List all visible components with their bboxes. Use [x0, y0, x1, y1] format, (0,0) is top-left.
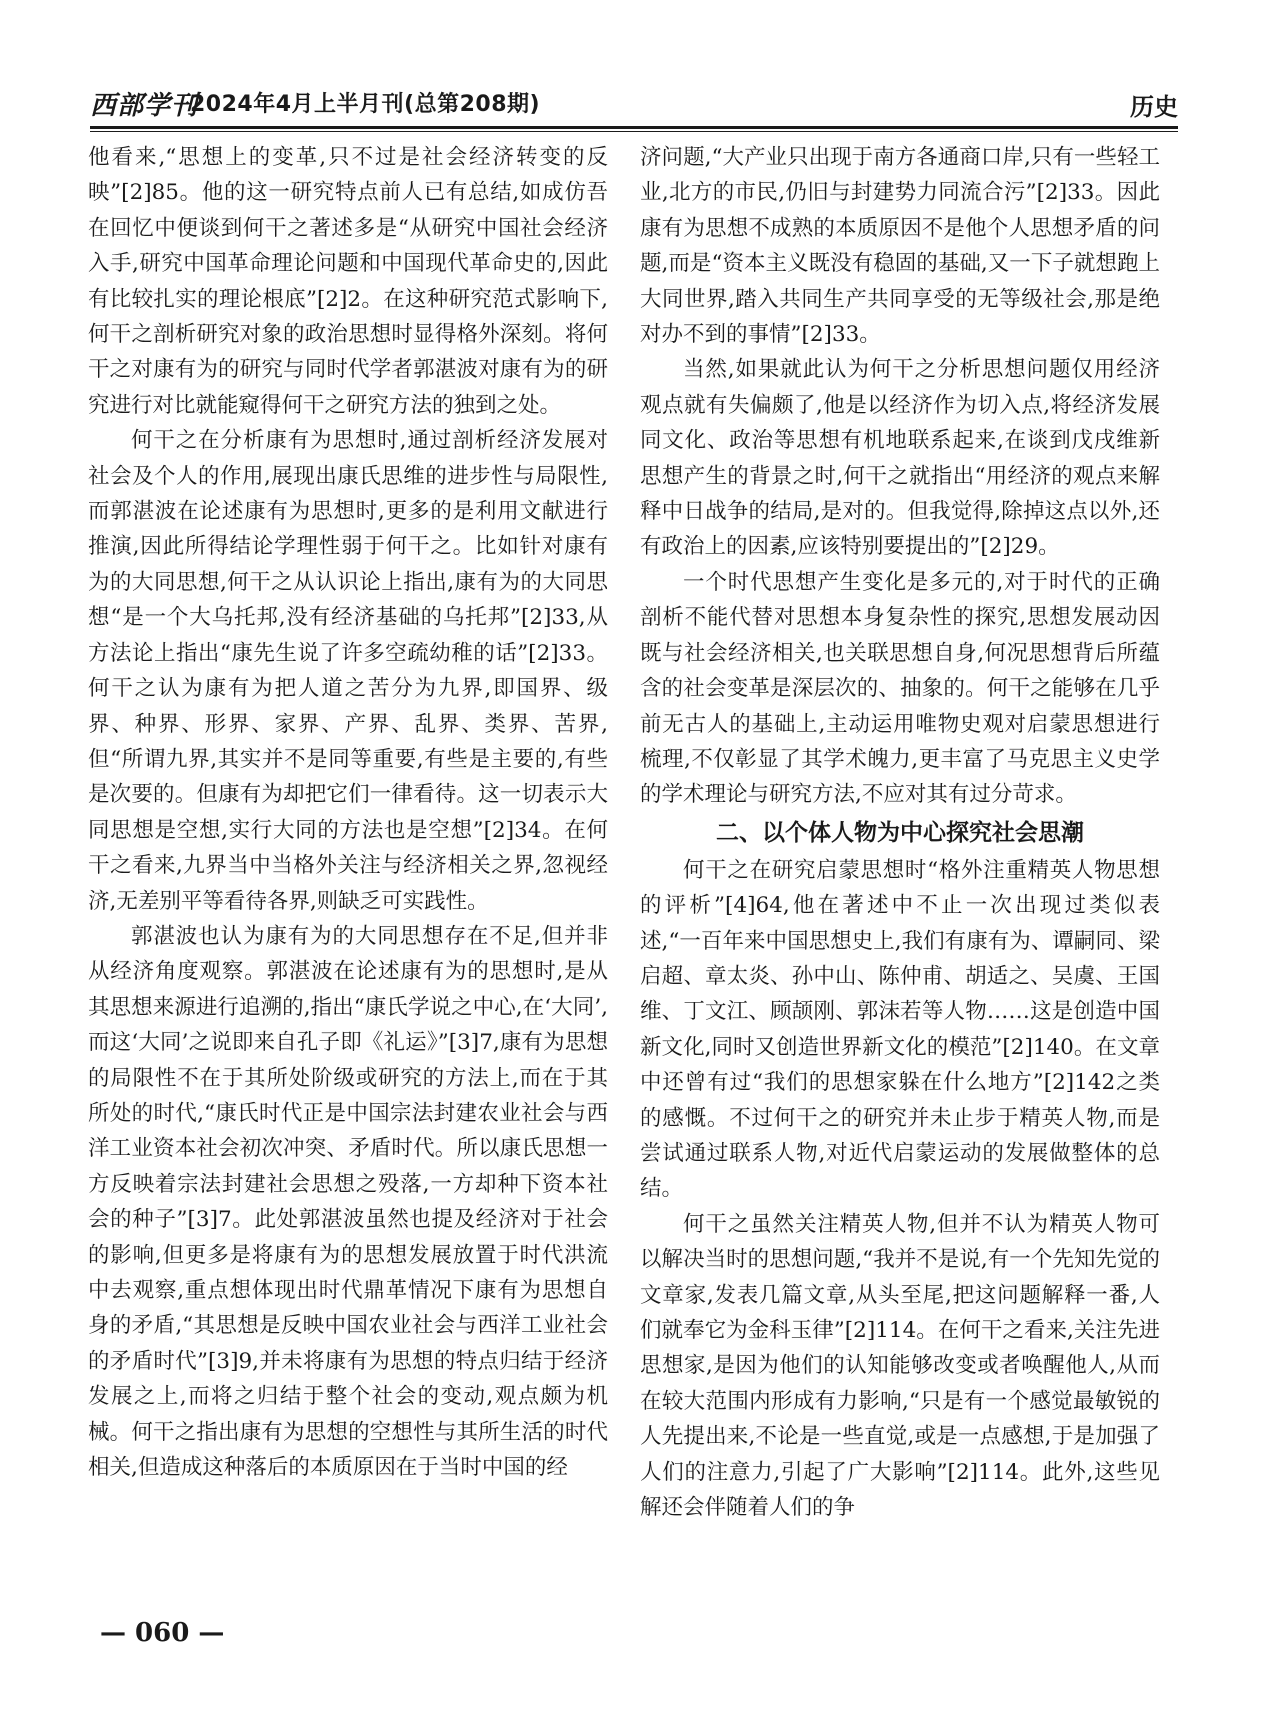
right-column — [640, 140, 1160, 1610]
page-number: — 060 — — [100, 1618, 225, 1648]
body-paragraph: 他看来,“思想上的变革,只不过是社会经济转变的反映”[2]85。他的这一研究特点前人已有总结,如成仿吾在回忆中便谈到何干之著述多是“从研究中国社会经济入手,研究中国革命理论问题和中国现代革命史的,因此有比较扎实的理论根底”[2]2。在这种研究范式影响下,何干之剖析研究对象的政治思想时显得格外深刻。将何干之对康有为的研究与同时代学者郭湛波对康有为的研究进行对比就能窥得何干之研究方法的独到之处。 — [88, 145, 608, 418]
section-label: 历史 — [1130, 93, 1178, 121]
body-paragraph: 郭湛波也认为康有为的大同思想存在不足,但并非从经济角度观察。郭湛波在论述康有为的思想时,是从其思想来源进行追溯的,指出“康氏学说之中心,在‘大同’,而这‘大同’之说即来自孔子即《礼运》”[3]7,康有为思想的局限性不在于其所处阶级或研究的方法上,而在于其所处的时代,“康氏时代正是中国宗法封建农业社会与西洋工业资本社会初次冲突、矛盾时代。所以康氏思想一方反映着宗法封建社会思想之殁落,一方却种下资本社会的种子”[3]7。此处郭湛波虽然也提及经济对于社会的影响,但更多是将康有为的思想发展放置于时代洪流中去观察,重点想体现出时代鼎革情况下康有为思想自身的矛盾,“其思想是反映中国农业社会与西洋工业社会的矛盾时代”[3]9,并未将康有为思想的特点归结于经济发展之上,而将之归结于整个社会的变动,观点颇为机械。何干之指出康有为思想的空想性与其所生活的时代相关,但造成这种落后的本质原因在于当时中国的经 — [88, 923, 608, 1481]
body-paragraph: 一个时代思想产生变化是多元的,对于时代的正确剖析不能代替对思想本身复杂性的探究,思想发展动因既与社会经济相关,也关联思想自身,何况思想背后所蕴含的社会变革是深层次的、抽象的。何干之能够在几乎前无古人的基础上,主动运用唯物史观对启蒙思想进行梳理,不仅彰显了其学术魄力,更丰富了马克思主义史学的学术理论与研究方法,不应对其有过分苛求。 — [640, 569, 1160, 808]
left-column — [88, 140, 608, 1610]
body-paragraph: 济问题,“大产业只出现于南方各通商口岸,只有一些轻工业,北方的市民,仍旧与封建势力同流合污”[2]33。因此康有为思想不成熟的本质原因不是他个人思想矛盾的问题,而是“资本主义既没有稳固的基础,又一下子就想跑上大同世界,踏入共同生产共同享受的无等级社会,那是绝对办不到的事情”[2]33。 — [640, 145, 1160, 348]
header-divider-thin — [90, 131, 1178, 132]
issue-info: 2024年4月上半月刊(总第208期) — [190, 92, 541, 117]
page-header — [90, 83, 1178, 123]
body-paragraph: 当然,如果就此认为何干之分析思想问题仅用经济观点就有失偏颇了,他是以经济作为切入点,将经济发展同文化、政治等思想有机地联系起来,在谈到戊戌维新思想产生的背景之时,何干之就指出“用经济的观点来解释中日战争的结局,是对的。但我觉得,除掉这点以外,还有政治上的因素,应该特别要提出的”[2]29。 — [640, 357, 1160, 560]
header-divider — [90, 126, 1178, 129]
section-heading: 二、以个体人物为中心探究社会思潮 — [716, 819, 1084, 846]
body-paragraph: 何干之虽然关注精英人物,但并不认为精英人物可以解决当时的思想问题,“我并不是说,有一个先知先觉的文章家,发表几篇文章,从头至尾,把这问题解释一番,人们就奉它为金科玉律”[2]114。在何干之看来,关注先进思想家,是因为他们的认知能够改变或者唤醒他人,从而在较大范围内形成有力影响,“只是有一个感觉最敏锐的人先提出来,不论是一些直觉,或是一点感想,于是加强了人们的注意力,引起了广大影响”[2]114。此外,这些见解还会伴随着人们的争 — [640, 1211, 1160, 1521]
journal-logo: 西部学刊 — [90, 91, 199, 121]
body-paragraph: 何干之在研究启蒙思想时“格外注重精英人物思想的评析”[4]64,他在著述中不止一次出现过类似表述,“一百年来中国思想史上,我们有康有为、谭嗣同、梁启超、章太炎、孙中山、陈仲甫、胡适之、吴虞、王国维、丁文江、顾颉刚、郭沫若等人物……这是创造中国新文化,同时又创造世界新文化的模范”[2]140。在文章中还曾有过“我们的思想家躲在什么地方”[2]142之类的感慨。不过何干之的研究并未止步于精英人物,而是尝试通过联系人物,对近代启蒙运动的发展做整体的总结。 — [640, 857, 1160, 1202]
body-paragraph: 何干之在分析康有为思想时,通过剖析经济发展对社会及个人的作用,展现出康氏思维的进步性与局限性,而郭湛波在论述康有为思想时,更多的是利用文献进行推演,因此所得结论学理性弱于何干之。比如针对康有为的大同思想,何干之从认识论上指出,康有为的大同思想“是一个大乌托邦,没有经济基础的乌托邦”[2]33,从方法论上指出“康先生说了许多空疏幼稚的话”[2]33。何干之认为康有为把人道之苦分为九界,即国界、级界、种界、形界、家界、产界、乱界、类界、苦界,但“所谓九界,其实并不是同等重要,有些是主要的,有些是次要的。但康有为却把它们一律看待。这一切表示大同思想是空想,实行大同的方法也是空想”[2]34。在何干之看来,九界当中当格外关注与经济相关之界,忽视经济,无差别平等看待各界,则缺乏可实践性。 — [88, 428, 608, 914]
